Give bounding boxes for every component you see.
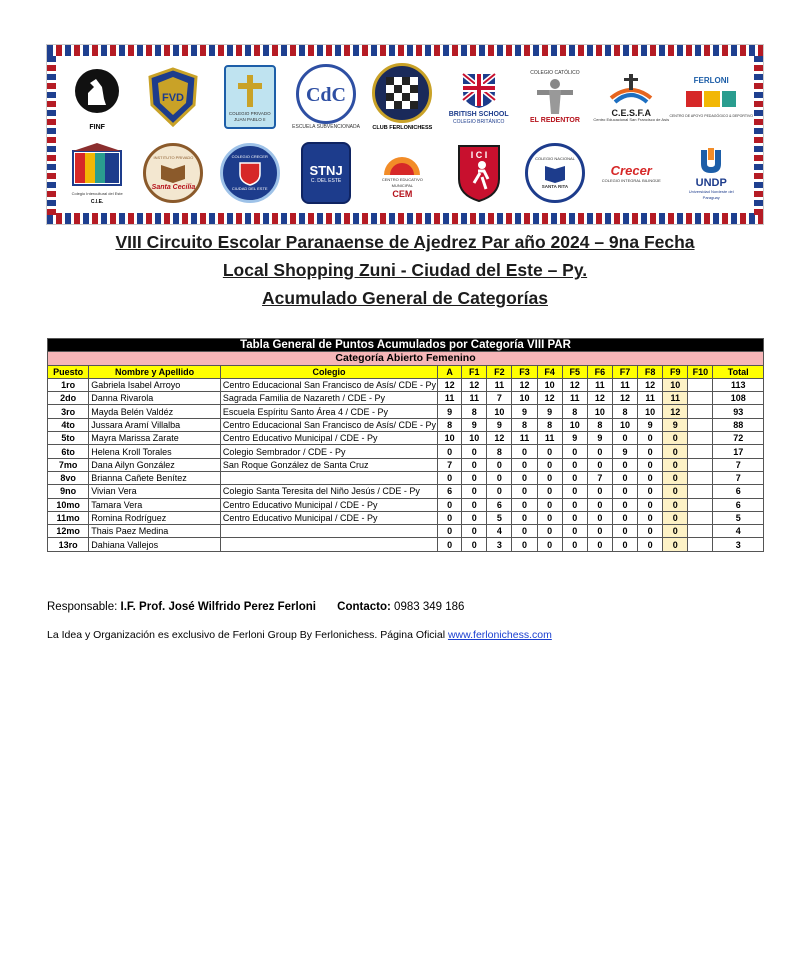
score-cell-a: 8 — [438, 418, 462, 431]
col-header-f5: F5 — [562, 365, 587, 378]
flag-house-icon — [69, 141, 125, 191]
school-cell: Centro Educacional San Francisco de Asís/ CDE - Py — [220, 378, 437, 391]
score-cell-f7: 12 — [612, 392, 637, 405]
score-cell-f4: 0 — [537, 471, 562, 484]
open-book-icon — [543, 162, 567, 184]
col-header-f1: F1 — [462, 365, 487, 378]
logo-banner — [46, 44, 764, 225]
table-row — [48, 432, 764, 445]
score-cell-f8: 0 — [638, 511, 663, 524]
score-cell-f10 — [688, 525, 713, 538]
score-cell-f6: 0 — [587, 445, 612, 458]
player-name-cell: Gabriela Isabel Arroyo — [89, 378, 221, 391]
score-cell-a: 11 — [438, 392, 462, 405]
score-cell-f3: 11 — [512, 432, 537, 445]
score-cell-f7: 10 — [612, 418, 637, 431]
score-cell-a: 10 — [438, 432, 462, 445]
logo-santa-rita: COLEGIO NACIONAL SANTA RITA — [517, 135, 593, 211]
school-cell: San Roque González de Santa Cruz — [220, 458, 437, 471]
score-cell-f6: 10 — [587, 405, 612, 418]
col-header-nombre: Nombre y Apellido — [89, 365, 221, 378]
score-cell-f10 — [688, 445, 713, 458]
score-cell-f4: 8 — [537, 418, 562, 431]
score-cell-f3: 0 — [512, 445, 537, 458]
chessboard-icon — [380, 71, 424, 115]
table-row — [48, 405, 764, 418]
table-row — [48, 525, 764, 538]
score-cell-a: 0 — [438, 471, 462, 484]
total-cell: 4 — [713, 525, 764, 538]
school-cell — [220, 538, 437, 551]
hands-cross-icon — [605, 72, 657, 108]
score-cell-f6: 0 — [587, 538, 612, 551]
organization-line — [47, 629, 552, 641]
score-cell-f7: 0 — [612, 485, 637, 498]
col-header-f10: F10 — [688, 365, 713, 378]
col-header-f4: F4 — [537, 365, 562, 378]
score-cell-f2: 8 — [487, 445, 512, 458]
logo-stnj: STNJ C. DEL ESTE — [288, 135, 364, 211]
standings-body — [48, 378, 764, 551]
score-cell-f4: 0 — [537, 498, 562, 511]
score-cell-f4: 0 — [537, 511, 562, 524]
score-cell-a: 12 — [438, 378, 462, 391]
score-cell-f8: 0 — [638, 445, 663, 458]
score-cell-f2: 0 — [487, 458, 512, 471]
position-cell: 1ro — [48, 378, 89, 391]
col-header-a: A — [438, 365, 462, 378]
score-cell-f7: 0 — [612, 432, 637, 445]
responsible-name: I.F. Prof. José Wilfrido Perez Ferloni — [120, 601, 316, 613]
svg-text:CdC: CdC — [306, 84, 347, 106]
banner-left-border — [47, 56, 56, 215]
score-cell-f2: 10 — [487, 405, 512, 418]
score-cell-f8: 0 — [638, 538, 663, 551]
score-cell-f8: 9 — [638, 418, 663, 431]
logo-ferloni-group: FERLONI CENTRO DE APOYO PEDAGÓGICO & DEPORTIVO — [669, 75, 753, 118]
logo-grid — [59, 59, 753, 211]
score-cell-f9: 0 — [663, 432, 688, 445]
total-cell: 5 — [713, 511, 764, 524]
score-cell-f2: 11 — [487, 378, 512, 391]
score-cell-f1: 0 — [462, 498, 487, 511]
table-row — [48, 458, 764, 471]
score-cell-f7: 0 — [612, 498, 637, 511]
score-cell-f3: 12 — [512, 378, 537, 391]
score-cell-f3: 8 — [512, 418, 537, 431]
contact-label: Contacto: — [337, 601, 391, 613]
total-cell: 93 — [713, 405, 764, 418]
score-cell-f6: 0 — [587, 458, 612, 471]
banner-right-border — [754, 56, 763, 215]
score-cell-f2: 4 — [487, 525, 512, 538]
score-cell-f3: 0 — [512, 485, 537, 498]
score-cell-f5: 0 — [562, 525, 587, 538]
score-cell-f10 — [688, 378, 713, 391]
score-cell-f9: 0 — [663, 498, 688, 511]
score-cell-f6: 12 — [587, 392, 612, 405]
score-cell-f1: 0 — [462, 458, 487, 471]
position-cell: 10mo — [48, 498, 89, 511]
banner-bottom-border — [47, 213, 763, 224]
score-cell-f8: 0 — [638, 471, 663, 484]
player-name-cell: Dahiana Vallejos — [89, 538, 221, 551]
logo-fvd — [135, 59, 211, 135]
col-header-f3: F3 — [512, 365, 537, 378]
logo-colegio-crecer: COLEGIO CRECER CIUDAD DEL ESTE — [212, 135, 288, 211]
score-cell-f8: 0 — [638, 525, 663, 538]
score-cell-f4: 12 — [537, 392, 562, 405]
score-cell-a: 7 — [438, 458, 462, 471]
score-cell-a: 0 — [438, 445, 462, 458]
score-cell-f3: 0 — [512, 498, 537, 511]
score-cell-f1: 11 — [462, 392, 487, 405]
position-cell: 13ro — [48, 538, 89, 551]
total-cell: 113 — [713, 378, 764, 391]
position-cell: 11mo — [48, 511, 89, 524]
score-cell-f5: 8 — [562, 405, 587, 418]
score-cell-f9: 0 — [663, 458, 688, 471]
total-cell: 108 — [713, 392, 764, 405]
total-cell: 7 — [713, 471, 764, 484]
responsible-line — [47, 601, 464, 613]
score-cell-f6: 7 — [587, 471, 612, 484]
position-cell: 6to — [48, 445, 89, 458]
score-cell-f4: 0 — [537, 525, 562, 538]
score-cell-f5: 0 — [562, 498, 587, 511]
logo-finf: FINF — [59, 59, 135, 135]
logo-british-school: BRITISH SCHOOL COLEGIO BRITÁNICO — [441, 59, 517, 135]
organization-text: La Idea y Organización es exclusivo de Ferloni Group By Ferlonichess. Página Oficial — [47, 629, 446, 641]
union-jack-shield-icon — [459, 70, 499, 110]
score-cell-a: 6 — [438, 485, 462, 498]
player-name-cell: Mayda Belén Valdéz — [89, 405, 221, 418]
score-cell-f3: 0 — [512, 458, 537, 471]
score-cell-f5: 9 — [562, 432, 587, 445]
school-cell — [220, 525, 437, 538]
score-cell-f1: 0 — [462, 525, 487, 538]
score-cell-f8: 10 — [638, 405, 663, 418]
score-cell-f1: 8 — [462, 405, 487, 418]
score-cell-f3: 0 — [512, 471, 537, 484]
score-cell-f9: 0 — [663, 525, 688, 538]
total-cell: 6 — [713, 485, 764, 498]
score-cell-f4: 10 — [537, 378, 562, 391]
col-header-f7: F7 — [612, 365, 637, 378]
logo-el-redentor: COLEGIO CATÓLICO EL REDENTOR — [530, 69, 580, 124]
player-name-cell: Brianna Cañete Benítez — [89, 471, 221, 484]
player-name-cell: Danna Rivarola — [89, 392, 221, 405]
player-name-cell: Mayra Marissa Zarate — [89, 432, 221, 445]
score-cell-f2: 12 — [487, 432, 512, 445]
score-cell-f6: 0 — [587, 511, 612, 524]
runner-shield-icon — [456, 143, 502, 203]
logo-ferlonichess: CLUB FERLONICHESS — [364, 59, 440, 135]
score-cell-f7: 0 — [612, 471, 637, 484]
event-title: VIII Circuito Escolar Paranaense de Ajedrez Par año 2024 – 9na Fecha — [115, 232, 695, 252]
undp-emblem-icon — [696, 146, 726, 176]
total-cell: 88 — [713, 418, 764, 431]
logo-juan-pablo: COLEGIO PRIVADO JUAN PABLO II — [212, 59, 288, 135]
score-cell-f5: 0 — [562, 445, 587, 458]
crest-shield-icon — [144, 65, 202, 129]
score-cell-f6: 11 — [587, 378, 612, 391]
school-cell: Centro Educativo Municipal / CDE - Py — [220, 498, 437, 511]
score-cell-a: 0 — [438, 538, 462, 551]
logo-crecer: Crecer COLEGIO INTEGRAL BILINGÜE — [601, 163, 661, 183]
score-cell-f8: 0 — [638, 485, 663, 498]
logo-cdc: CdC ESCUELA SUBVENCIONADA — [288, 59, 364, 135]
cross-icon — [230, 71, 270, 111]
score-cell-f5: 0 — [562, 458, 587, 471]
score-cell-f9: 0 — [663, 471, 688, 484]
score-cell-f1: 0 — [462, 471, 487, 484]
position-cell: 9no — [48, 485, 89, 498]
school-cell: Centro Educativo Municipal / CDE - Py — [220, 511, 437, 524]
score-cell-f5: 10 — [562, 418, 587, 431]
score-cell-f5: 0 — [562, 538, 587, 551]
score-cell-f2: 0 — [487, 471, 512, 484]
category-heading: Categoría Abierto Femenino — [48, 352, 764, 365]
score-cell-f1: 0 — [462, 445, 487, 458]
position-cell: 12mo — [48, 525, 89, 538]
score-cell-f1: 10 — [462, 432, 487, 445]
col-header-colegio: Colegio — [220, 365, 437, 378]
school-cell: Sagrada Familia de Nazareth / CDE - Py — [220, 392, 437, 405]
table-row — [48, 511, 764, 524]
logo-cesfa: C.E.S.F.A Centro Educacional San Francisco de Asís — [593, 59, 669, 135]
score-cell-f5: 12 — [562, 378, 587, 391]
score-cell-f10 — [688, 432, 713, 445]
score-cell-f8: 0 — [638, 432, 663, 445]
book-icon — [158, 161, 188, 183]
score-cell-f7: 9 — [612, 445, 637, 458]
position-cell: 5to — [48, 432, 89, 445]
score-cell-f1: 12 — [462, 378, 487, 391]
player-name-cell: Dana Ailyn González — [89, 458, 221, 471]
position-cell: 7mo — [48, 458, 89, 471]
col-header-f2: F2 — [487, 365, 512, 378]
total-cell: 7 — [713, 458, 764, 471]
contact-value: 0983 349 186 — [394, 601, 465, 613]
score-cell-f9: 12 — [663, 405, 688, 418]
svg-text:FVD: FVD — [162, 92, 185, 104]
school-cell: Colegio Santa Teresita del Niño Jesús / CDE - Py — [220, 485, 437, 498]
score-cell-f7: 0 — [612, 525, 637, 538]
logo-santa-cecilia: INSTITUTO PRIVADO Santa Cecilia — [135, 135, 211, 211]
school-cell: Centro Educativo Municipal / CDE - Py — [220, 432, 437, 445]
score-cell-a: 0 — [438, 498, 462, 511]
score-cell-f9: 11 — [663, 392, 688, 405]
logo-undp: UNDP Universidad Nordeste del Paraguay — [669, 135, 753, 211]
player-name-cell: Helena Kroll Torales — [89, 445, 221, 458]
svg-text:I C I: I C I — [470, 150, 487, 160]
event-subtitle: Acumulado General de Categorías — [262, 288, 548, 308]
score-cell-f5: 11 — [562, 392, 587, 405]
col-header-f6: F6 — [587, 365, 612, 378]
col-header-puesto: Puesto — [48, 365, 89, 378]
score-cell-f4: 0 — [537, 445, 562, 458]
table-row — [48, 498, 764, 511]
player-name-cell: Jussara Aramí Villalba — [89, 418, 221, 431]
score-cell-f4: 11 — [537, 432, 562, 445]
col-header-f8: F8 — [638, 365, 663, 378]
score-cell-f5: 0 — [562, 471, 587, 484]
position-cell: 8vo — [48, 471, 89, 484]
score-cell-f10 — [688, 485, 713, 498]
score-cell-f3: 0 — [512, 511, 537, 524]
score-cell-f10 — [688, 471, 713, 484]
score-cell-f9: 0 — [663, 485, 688, 498]
score-cell-f5: 0 — [562, 485, 587, 498]
logo-ici — [441, 135, 517, 211]
score-cell-f1: 0 — [462, 485, 487, 498]
position-cell: 2do — [48, 392, 89, 405]
score-cell-f2: 7 — [487, 392, 512, 405]
score-cell-a: 0 — [438, 525, 462, 538]
table-heading: Tabla General de Puntos Acumulados por Categoría VIII PAR — [48, 339, 764, 352]
score-cell-f3: 0 — [512, 525, 537, 538]
sunrise-icon — [378, 149, 426, 177]
score-cell-f10 — [688, 511, 713, 524]
score-cell-f9: 10 — [663, 378, 688, 391]
score-cell-f10 — [688, 458, 713, 471]
christ-statue-icon — [533, 76, 577, 116]
total-cell: 6 — [713, 498, 764, 511]
table-row — [48, 378, 764, 391]
standings-table — [47, 338, 764, 552]
score-cell-f9: 0 — [663, 538, 688, 551]
table-row — [48, 538, 764, 551]
total-cell: 3 — [713, 538, 764, 551]
score-cell-a: 9 — [438, 405, 462, 418]
col-header-total: Total — [713, 365, 764, 378]
banner-top-border — [47, 45, 763, 56]
score-cell-f2: 3 — [487, 538, 512, 551]
score-cell-f8: 0 — [638, 458, 663, 471]
score-cell-f4: 0 — [537, 458, 562, 471]
score-cell-f3: 10 — [512, 392, 537, 405]
logo-cem: CENTRO EDUCATIVO MUNICIPAL CEM — [364, 135, 440, 211]
score-cell-f6: 8 — [587, 418, 612, 431]
player-name-cell: Romina Rodríguez — [89, 511, 221, 524]
event-location: Local Shopping Zuni - Ciudad del Este – Py. — [222, 260, 588, 280]
total-cell: 17 — [713, 445, 764, 458]
position-cell: 3ro — [48, 405, 89, 418]
score-cell-f10 — [688, 392, 713, 405]
score-cell-f7: 0 — [612, 458, 637, 471]
school-cell: Colegio Sembrador / CDE - Py — [220, 445, 437, 458]
score-cell-f9: 9 — [663, 418, 688, 431]
table-row — [48, 418, 764, 431]
score-cell-f4: 0 — [537, 485, 562, 498]
shield-icon — [237, 160, 263, 186]
column-header-row — [48, 365, 764, 378]
table-row — [48, 445, 764, 458]
score-cell-f7: 8 — [612, 405, 637, 418]
score-cell-f8: 12 — [638, 378, 663, 391]
score-cell-a: 0 — [438, 511, 462, 524]
col-header-f9: F9 — [663, 365, 688, 378]
score-cell-f8: 0 — [638, 498, 663, 511]
score-cell-f10 — [688, 418, 713, 431]
position-cell: 4to — [48, 418, 89, 431]
score-cell-f10 — [688, 538, 713, 551]
score-cell-f9: 0 — [663, 511, 688, 524]
score-cell-f7: 0 — [612, 538, 637, 551]
score-cell-f6: 0 — [587, 525, 612, 538]
logo-cie: Colegio Intercultural del Este C.I.E. — [59, 135, 135, 211]
score-cell-f7: 11 — [612, 378, 637, 391]
score-cell-f2: 6 — [487, 498, 512, 511]
table-row — [48, 471, 764, 484]
total-cell: 72 — [713, 432, 764, 445]
table-row — [48, 485, 764, 498]
player-name-cell: Tamara Vera — [89, 498, 221, 511]
score-cell-f5: 0 — [562, 511, 587, 524]
score-cell-f1: 0 — [462, 538, 487, 551]
score-cell-f1: 9 — [462, 418, 487, 431]
score-cell-f9: 0 — [663, 445, 688, 458]
score-cell-f2: 9 — [487, 418, 512, 431]
score-cell-f3: 9 — [512, 405, 537, 418]
chess-knight-icon — [68, 67, 126, 119]
player-name-cell: Thais Paez Medina — [89, 525, 221, 538]
official-site-link[interactable]: www.ferlonichess.com — [447, 629, 552, 641]
score-cell-f4: 0 — [537, 538, 562, 551]
school-cell: Centro Educacional San Francisco de Asís/ CDE - Py — [220, 418, 437, 431]
school-cell — [220, 471, 437, 484]
table-row — [48, 392, 764, 405]
score-cell-f10 — [688, 498, 713, 511]
score-cell-f2: 5 — [487, 511, 512, 524]
score-cell-f4: 9 — [537, 405, 562, 418]
score-cell-f6: 0 — [587, 485, 612, 498]
score-cell-f7: 0 — [612, 511, 637, 524]
responsible-label: Responsable: — [47, 601, 118, 613]
score-cell-f1: 0 — [462, 511, 487, 524]
score-cell-f3: 0 — [512, 538, 537, 551]
ferloni-emblem-icon — [682, 85, 740, 113]
score-cell-f8: 11 — [638, 392, 663, 405]
score-cell-f6: 9 — [587, 432, 612, 445]
score-cell-f2: 0 — [487, 485, 512, 498]
score-cell-f6: 0 — [587, 498, 612, 511]
player-name-cell: Vivian Vera — [89, 485, 221, 498]
school-cell: Escuela Espíritu Santo Área 4 / CDE - Py — [220, 405, 437, 418]
score-cell-f10 — [688, 405, 713, 418]
